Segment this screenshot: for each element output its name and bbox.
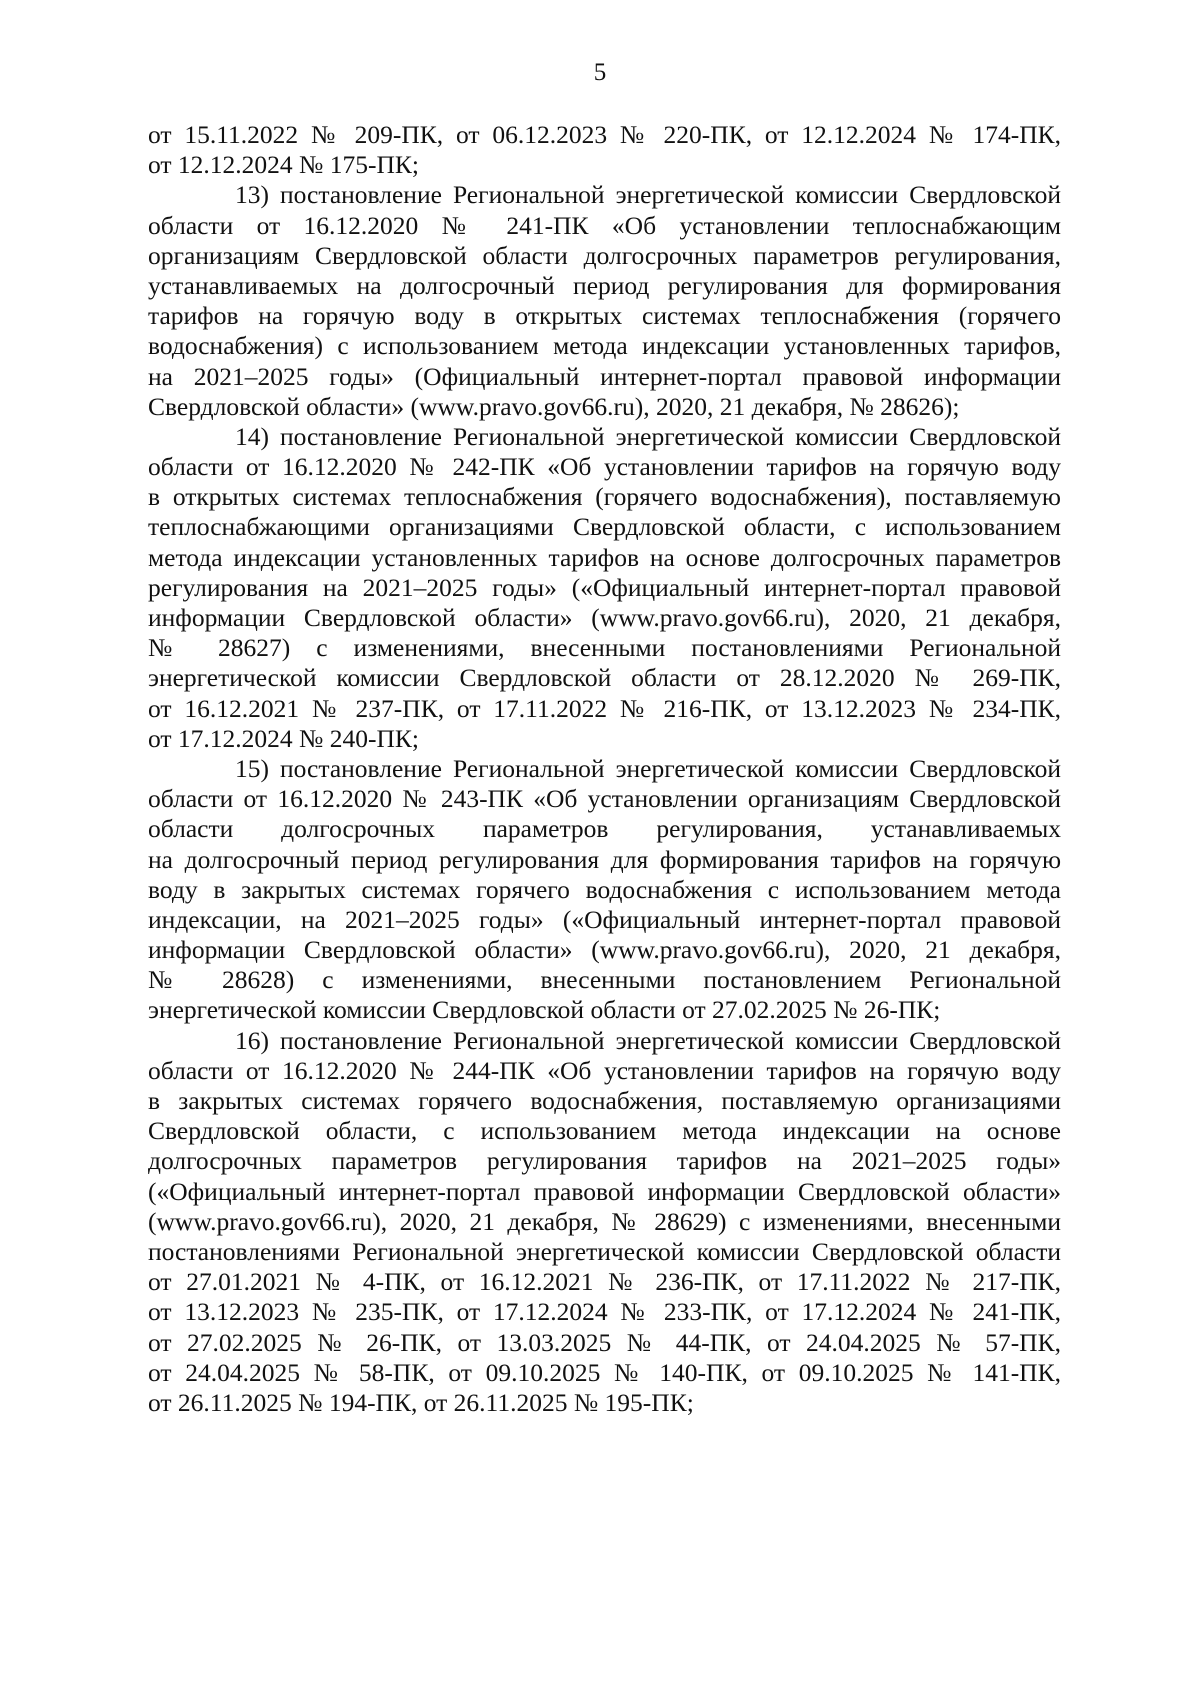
text-line: информации Свердловской области» (www.pravo.gov66.ru), 2020, 21 декабря, — [148, 603, 1061, 632]
page-number: 5 — [593, 59, 607, 86]
text-line: индексации, на 2021–2025 годы» («Официальный интернет-портал правовой — [148, 904, 1061, 934]
text-line: энергетической комиссии Свердловской области от 27.02.2025 № 26-ПК; — [148, 995, 941, 1025]
text-line: Свердловской области, с использованием метода индексации на основе — [148, 1116, 1061, 1146]
text-line: организациям Свердловской области долгосрочных параметров регулирования, — [148, 240, 1061, 270]
text-line: в закрытых системах горячего водоснабжения, поставляемую организациями — [148, 1086, 1061, 1115]
text-line: от 26.11.2025 № 194-ПК, от 26.11.2025 № 195-ПК; — [148, 1387, 694, 1417]
text-line: от 12.12.2024 № 175-ПК; — [148, 150, 420, 180]
text-line: долгосрочных параметров регулирования тарифов на 2021–2025 годы» — [148, 1146, 1061, 1176]
document-body — [148, 120, 1061, 1418]
text-line: теплоснабжающими организациями Свердловской области, с использованием — [148, 512, 1061, 542]
text-line: энергетической комиссии Свердловской области от 28.12.2020 № 269-ПК, — [148, 663, 1061, 693]
text-line: области от 16.12.2020 № 242-ПК «Об установлении тарифов на горячую воду — [148, 452, 1061, 482]
text-line: области от 16.12.2020 № 243-ПК «Об установлении организациям Свердловской — [148, 784, 1061, 814]
text-line: постановлениями Региональной энергетической комиссии Свердловской области — [148, 1236, 1061, 1266]
text-line: от 27.02.2025 № 26-ПК, от 13.03.2025 № 44-ПК, от 24.04.2025 № 57-ПК, — [148, 1327, 1061, 1357]
text-line: № 28628) с изменениями, внесенными постановлением Региональной — [148, 965, 1061, 995]
text-line: («Официальный интернет-портал правовой информации Свердловской области» — [148, 1176, 1061, 1206]
paragraph-first-line: 16) постановление Региональной энергетической комиссии Свердловской — [235, 1025, 1061, 1055]
paragraph-first-line: 15) постановление Региональной энергетической комиссии Свердловской — [235, 753, 1061, 783]
text-line: области долгосрочных параметров регулирования, устанавливаемых — [148, 814, 1061, 844]
text-line: устанавливаемых на долгосрочный период регулирования для формирования — [148, 270, 1061, 300]
text-line: области от 16.12.2020 № 244-ПК «Об установлении тарифов на горячую воду — [148, 1055, 1061, 1085]
text-line: Свердловской области» (www.pravo.gov66.ru), 2020, 21 декабря, № 28626); — [148, 391, 960, 421]
paragraph-first-line: 13) постановление Региональной энергетической комиссии Свердловской — [235, 180, 1061, 210]
text-line: от 15.11.2022 № 209-ПК, от 06.12.2023 № 220-ПК, от 12.12.2024 № 174-ПК, — [148, 120, 1061, 149]
text-line: области от 16.12.2020 № 241-ПК «Об установлении теплоснабжающим — [148, 210, 1061, 240]
text-line: воду в закрытых системах горячего водоснабжения с использованием метода — [148, 874, 1061, 904]
text-line: тарифов на горячую воду в открытых системах теплоснабжения (горячего — [148, 301, 1061, 331]
text-line: на долгосрочный период регулирования для формирования тарифов на горячую — [148, 844, 1061, 874]
text-line: регулирования на 2021–2025 годы» («Официальный интернет-портал правовой — [148, 572, 1061, 602]
text-line: в открытых системах теплоснабжения (горячего водоснабжения), поставляемую — [148, 482, 1061, 512]
text-line: метода индексации установленных тарифов на основе долгосрочных параметров — [148, 542, 1061, 572]
text-line: от 13.12.2023 № 235-ПК, от 17.12.2024 № 233-ПК, от 17.12.2024 № 241-ПК, — [148, 1297, 1061, 1327]
text-line: от 16.12.2021 № 237-ПК, от 17.11.2022 № 216-ПК, от 13.12.2023 № 234-ПК, — [148, 693, 1061, 723]
text-line: № 28627) с изменениями, внесенными постановлениями Региональной — [148, 633, 1061, 663]
paragraph-first-line: 14) постановление Региональной энергетической комиссии Свердловской — [235, 421, 1061, 451]
text-line: (www.pravo.gov66.ru), 2020, 21 декабря, № 28629) с изменениями, внесенными — [148, 1206, 1061, 1236]
text-line: от 24.04.2025 № 58-ПК, от 09.10.2025 № 140-ПК, от 09.10.2025 № 141-ПК, — [148, 1357, 1061, 1387]
text-line: на 2021–2025 годы» (Официальный интернет-портал правовой информации — [148, 361, 1061, 391]
text-line: от 17.12.2024 № 240-ПК; — [148, 723, 420, 753]
text-line: от 27.01.2021 № 4-ПК, от 16.12.2021 № 236-ПК, от 17.11.2022 № 217-ПК, — [148, 1267, 1061, 1297]
text-line: информации Свердловской области» (www.pravo.gov66.ru), 2020, 21 декабря, — [148, 935, 1061, 965]
text-line: водоснабжения) с использованием метода индексации установленных тарифов, — [148, 331, 1061, 361]
